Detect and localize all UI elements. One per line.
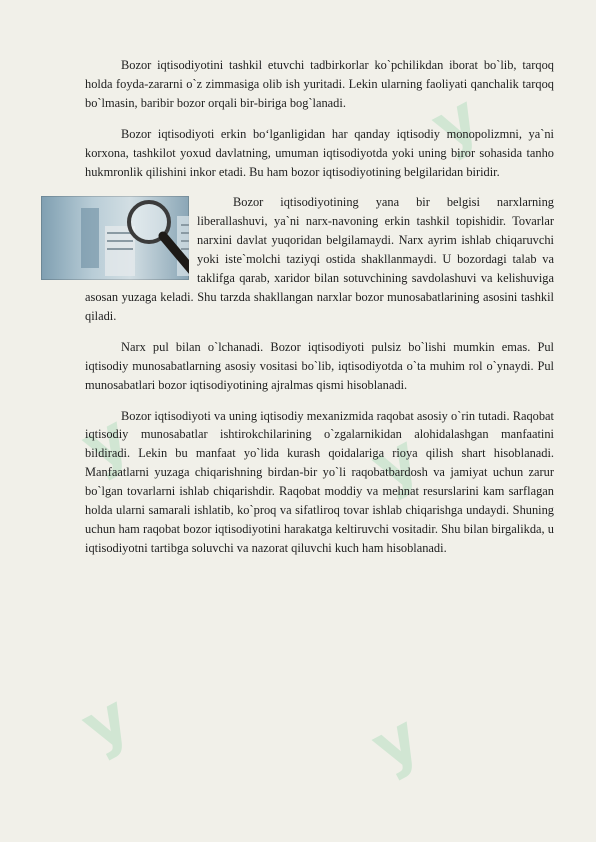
watermark-logo: y	[360, 420, 432, 506]
document-body	[85, 56, 554, 558]
paragraph-4: Narx pul bilan o`lchanadi. Bozor iqtisodiyoti pulsiz bo`lishi mumkin emas. Pul iqtisodiy munosabatlarning asosiy vositasi bo`lib, iqtisodiyotda o`ta muhim rol o`ynaydi. Pul munosabatlari bozor iqtisodiyotining ajralmas qismi hisoblanadi.	[85, 339, 554, 392]
paragraph-1: Bozor iqtisodiyotini tashkil etuvchi tadbirkorlar ko`pchilikdan iborat bo`lib, tarqoq holda foyda-zararni o`z zimmasiga olib ish yuritadi. Lekin ularning faoliyati qanchalik tarqoq bo`lmasin, baribir bozor orqali bir-biriga bog`lanadi.	[85, 58, 554, 110]
magnifier-photo	[41, 196, 189, 280]
paragraph-2-text: Bozor iqtisodiyoti erkin bo‘lganligidan har qanday iqtisodiy monopolizmni, ya`ni korxona, tashkilot yoxud davlatning, umuman iqtisodiyotda yoki uning biror sohasida tanho hukmronlik qilishini inkor etadi. Bu ham bozor iqtisodiyotining belgilaridan biridir.	[85, 126, 554, 179]
watermark-logo: y	[420, 80, 492, 166]
watermark-logo: y	[360, 700, 432, 786]
paragraph-3	[85, 193, 554, 325]
paragraph-3-text: Bozor iqtisodiyotining yana bir belgisi narxlarning liberallashuvi, ya`ni narx-navoning erkin tashkil topishidir. Tovarlar narxini davlat yuqoridan belgilamaydi. Narx ayrim ishlab chiqaruvchi yoki iste`molchi taziyqi ostida shakllanmaydi. U bozordagi talab va taklifga qarab, xaridor bilan sotuvchining savdolashuvi va kelishuviga asosan yuzaga keladi. Shu tarzda shakllangan narxlar bozor munosabatlarining asosini tashkil qiladi.	[85, 195, 554, 323]
watermark-logo: y	[70, 400, 142, 486]
paragraph-2	[85, 125, 554, 182]
watermark-logo: y	[70, 680, 142, 766]
magnifier-icon	[77, 196, 189, 280]
paragraph-5: Bozor iqtisodiyoti va uning iqtisodiy mexanizmida raqobat asosiy o`rin tutadi. Raqobat iqtisodiy munosabatlar ishtirokchilarining o`zgalarnikidan alohidalashgan manfaatini bildiradi. Lekin bu manfaat yo`lida kurash qoidalariga rioya qilish shart hisoblanadi. Manfaatlarni yuzaga chiqarishning birdan-bir yo`li raqobatbardosh va jamiyat uchun zarur bo`lgan tovarlarni ishlab chiqarishdir. Raqobat moddiy va mehnat resurslarini kam sarflagan holda ularni samarali ishlatib, ko`proq va sifatliroq tovar ishlab chiqarishga undaydi. Shuning uchun ham raqobat bozor iqtisodiyotini harakatga keltiruvchi vositadir. Shu bilan birgalikda, u iqtisodiyotni tartibga soluvchi va nazorat qiluvchi kuch ham hisoblanadi.	[85, 408, 554, 555]
